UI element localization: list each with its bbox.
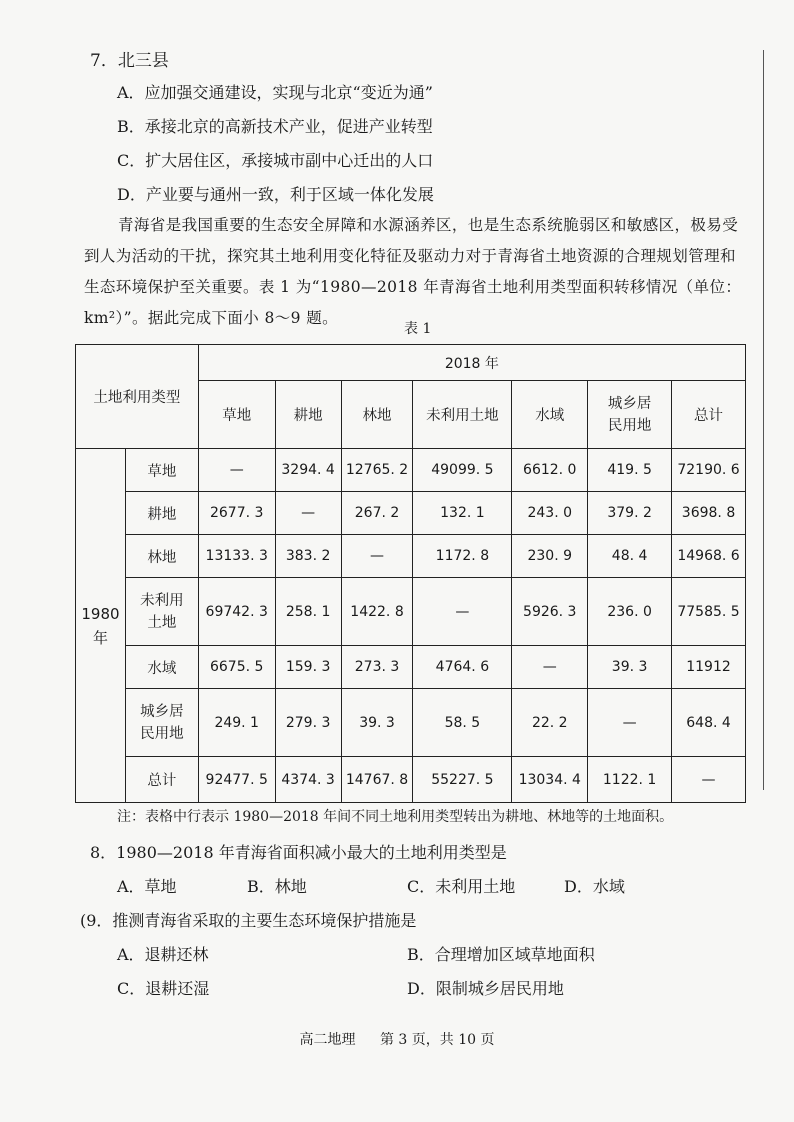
table-cell: 39. 3 (588, 646, 672, 689)
q9-option-b: B．合理增加区域草地面积 (407, 945, 595, 964)
table-cell: 12765. 2 (341, 449, 413, 492)
col-header: 林地 (341, 381, 413, 449)
table-year-header: 2018 年 (198, 345, 745, 381)
q7-option-b: B．承接北京的高新技术产业，促进产业转型 (117, 117, 433, 136)
page-footer (0, 1029, 794, 1049)
table-cell: 69742. 3 (198, 578, 275, 646)
table-cell: 13133. 3 (198, 535, 275, 578)
row-header: 总计 (125, 757, 198, 803)
intro-line-3: 生态环境保护至关重要。表 1 为“1980—2018 年青海省土地利用类型面积转移情况（单位： (84, 278, 742, 296)
col-header: 总计 (672, 381, 746, 449)
q9-option-c: C．退耕还湿 (117, 979, 210, 998)
table-cell: 6675. 5 (198, 646, 275, 689)
q7-option-a: A．应加强交通建设，实现与北京“变近为通” (117, 83, 433, 102)
table-corner-header: 土地利用类型 (76, 345, 199, 449)
table-cell: 273. 3 (341, 646, 413, 689)
table-cell: 39. 3 (341, 689, 413, 757)
intro-line-2: 到人为活动的干扰，探究其土地利用变化特征及驱动力对于青海省土地资源的合理规划管理和 (84, 247, 736, 265)
land-use-transfer-table (75, 344, 746, 803)
q7-option-c: C．扩大居住区，承接城市副中心迁出的人口 (117, 151, 434, 170)
col-header: 未利用土地 (413, 381, 512, 449)
table-cell: 1172. 8 (413, 535, 512, 578)
table-cell: 22. 2 (512, 689, 588, 757)
intro-line-1: 青海省是我国重要的生态安全屏障和水源涵养区，也是生态系统脆弱区和敏感区，极易受 (118, 216, 739, 234)
row-group-header: 1980 年 (76, 449, 126, 803)
table-cell: 49099. 5 (413, 449, 512, 492)
q7-option-d: D．产业要与通州一致，利于区域一体化发展 (117, 185, 434, 204)
table-note: 注：表格中行表示 1980—2018 年间不同土地利用类型转出为耕地、林地等的土地面积。 (117, 809, 674, 825)
page-edge-rule (763, 50, 764, 790)
table-cell: — (413, 578, 512, 646)
table-cell: — (275, 492, 341, 535)
q8-title: 8．1980—2018 年青海省面积减小最大的土地利用类型是 (90, 843, 507, 862)
table-cell: — (588, 689, 672, 757)
q8-option-b: B．林地 (247, 877, 307, 896)
table-cell: 379. 2 (588, 492, 672, 535)
row-header: 水域 (125, 646, 198, 689)
col-header: 水域 (512, 381, 588, 449)
footer-page-number: 第 3 页，共 10 页 (379, 1032, 495, 1048)
table-cell: 72190. 6 (672, 449, 746, 492)
table-cell: 383. 2 (275, 535, 341, 578)
q9-option-a: A．退耕还林 (117, 945, 209, 964)
col-header: 城乡居 民用地 (588, 381, 672, 449)
table-cell: 4374. 3 (275, 757, 341, 803)
intro-paragraph (84, 210, 744, 334)
table-cell: 279. 3 (275, 689, 341, 757)
table-cell: 236. 0 (588, 578, 672, 646)
row-header: 林地 (125, 535, 198, 578)
q8-option-c: C．未利用土地 (407, 877, 516, 896)
table-cell: — (512, 646, 588, 689)
table-cell: 1422. 8 (341, 578, 413, 646)
intro-line-4: km²）”。据此完成下面小 8～9 题。 (84, 309, 339, 327)
row-header: 城乡居 民用地 (125, 689, 198, 757)
table-cell: 48. 4 (588, 535, 672, 578)
table-cell: 14767. 8 (341, 757, 413, 803)
col-header: 耕地 (275, 381, 341, 449)
table-cell: 77585. 5 (672, 578, 746, 646)
table-cell: 249. 1 (198, 689, 275, 757)
table-cell: 5926. 3 (512, 578, 588, 646)
table-cell: 6612. 0 (512, 449, 588, 492)
table-cell: — (198, 449, 275, 492)
row-header: 未利用 土地 (125, 578, 198, 646)
col-header: 草地 (198, 381, 275, 449)
table-cell: 267. 2 (341, 492, 413, 535)
table-cell: 243. 0 (512, 492, 588, 535)
row-header: 草地 (125, 449, 198, 492)
q8-option-a: A．草地 (117, 877, 177, 896)
q9-option-d: D．限制城乡居民用地 (407, 979, 564, 998)
table-cell: 3698. 8 (672, 492, 746, 535)
table-cell: 55227. 5 (413, 757, 512, 803)
table-cell: 132. 1 (413, 492, 512, 535)
table-cell: 419. 5 (588, 449, 672, 492)
table-cell: 11912 (672, 646, 746, 689)
table-cell: 58. 5 (413, 689, 512, 757)
table-cell: 1122. 1 (588, 757, 672, 803)
q7-title: 7．北三县 (90, 51, 169, 71)
table-cell: 2677. 3 (198, 492, 275, 535)
table-cell: 14968. 6 (672, 535, 746, 578)
q8-option-d: D．水域 (564, 877, 625, 896)
table-cell: 648. 4 (672, 689, 746, 757)
table-cell: 159. 3 (275, 646, 341, 689)
table-caption: 表 1 (404, 321, 432, 337)
table-cell: 13034. 4 (512, 757, 588, 803)
table-cell: — (341, 535, 413, 578)
table-cell: 4764. 6 (413, 646, 512, 689)
q9-title: (9．推测青海省采取的主要生态环境保护措施是 (80, 911, 417, 930)
table-cell: 230. 9 (512, 535, 588, 578)
table-cell: 258. 1 (275, 578, 341, 646)
table-cell: — (672, 757, 746, 803)
footer-subject: 高二地理 (299, 1032, 356, 1048)
table-cell: 92477. 5 (198, 757, 275, 803)
row-header: 耕地 (125, 492, 198, 535)
table-cell: 3294. 4 (275, 449, 341, 492)
